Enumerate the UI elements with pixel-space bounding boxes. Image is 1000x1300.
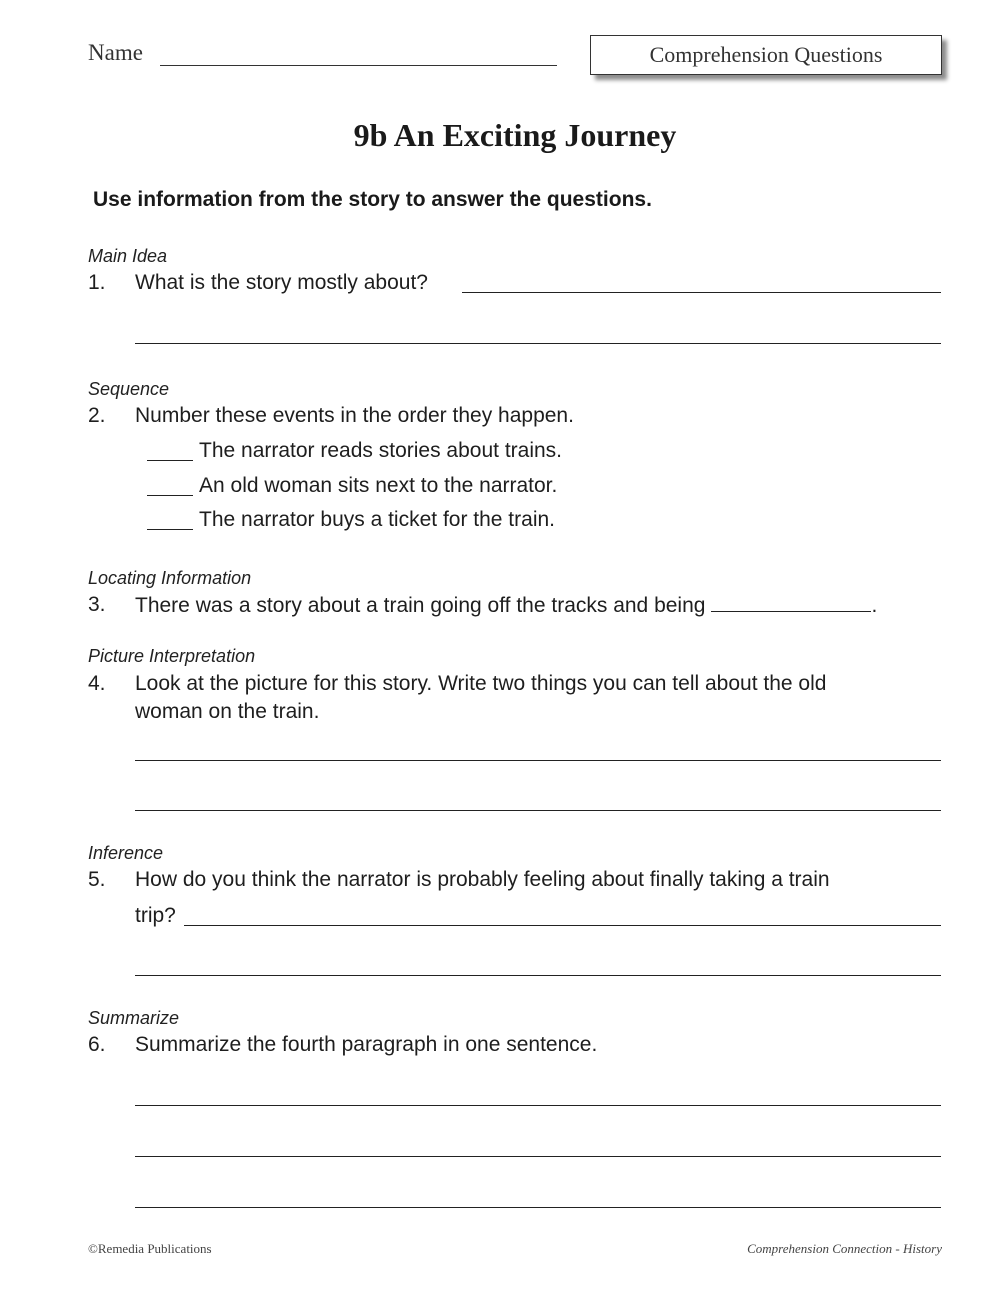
q3-number: 3. bbox=[88, 593, 106, 616]
footer-copyright: ©Remedia Publications bbox=[88, 1241, 212, 1256]
q2-event-1-blank[interactable] bbox=[147, 460, 193, 461]
page-title: 9b An Exciting Journey bbox=[353, 117, 677, 153]
q1-category-label: Main Idea bbox=[88, 246, 168, 266]
q4-category-label: Picture Interpretation bbox=[88, 646, 256, 666]
section-header-box bbox=[590, 35, 942, 75]
name-field-line[interactable] bbox=[160, 65, 557, 66]
q2-event-3-text: The narrator buys a ticket for the train. bbox=[199, 508, 555, 531]
q3-text-content: There was a story about a train going off the tracks and being bbox=[135, 594, 706, 617]
q2-event-2-text: An old woman sits next to the narrator. bbox=[199, 474, 558, 497]
q6-answer-line-2[interactable] bbox=[135, 1156, 941, 1157]
q5-category-label: Inference bbox=[88, 843, 164, 863]
q1-answer-line-1[interactable] bbox=[462, 292, 941, 293]
name-label: Name bbox=[88, 40, 143, 65]
q6-category-label: Summarize bbox=[88, 1008, 180, 1028]
q1-text: What is the story mostly about? bbox=[135, 271, 428, 294]
q3-text-end: . bbox=[871, 594, 878, 617]
q4-answer-line-1[interactable] bbox=[135, 760, 941, 761]
q1-answer-line-2[interactable] bbox=[135, 343, 941, 344]
instructions: Use information from the story to answer the questions. bbox=[93, 188, 652, 211]
q5-number: 5. bbox=[88, 868, 106, 891]
q4-text-line-1: Look at the picture for this story. Write two things you can tell about the old bbox=[135, 672, 827, 695]
q6-number: 6. bbox=[88, 1033, 106, 1056]
q2-number: 2. bbox=[88, 404, 106, 427]
section-label: Comprehension Questions bbox=[649, 42, 883, 67]
q5-answer-line-2[interactable] bbox=[135, 975, 941, 976]
q2-event-1-text: The narrator reads stories about trains. bbox=[199, 439, 563, 462]
q4-number: 4. bbox=[88, 672, 106, 695]
q2-text: Number these events in the order they happen. bbox=[135, 404, 574, 427]
q2-event-3-blank[interactable] bbox=[147, 529, 193, 530]
q3-category-label: Locating Information bbox=[88, 568, 252, 588]
q6-answer-line-3[interactable] bbox=[135, 1207, 941, 1208]
q1-number: 1. bbox=[88, 271, 106, 294]
q5-text-line-1: How do you think the narrator is probably feeling about finally taking a train bbox=[135, 868, 830, 891]
q3-answer-blank[interactable] bbox=[711, 593, 871, 612]
q5-text-line-2: trip? bbox=[135, 904, 176, 927]
q4-answer-line-2[interactable] bbox=[135, 810, 941, 811]
q2-category-label: Sequence bbox=[88, 379, 170, 399]
footer-series: Comprehension Connection - History bbox=[747, 1241, 942, 1256]
q4-text-line-2: woman on the train. bbox=[135, 700, 320, 723]
q5-answer-line-1[interactable] bbox=[184, 925, 941, 926]
q6-text: Summarize the fourth paragraph in one sentence. bbox=[135, 1033, 598, 1056]
q3-text bbox=[135, 593, 877, 618]
q6-answer-line-1[interactable] bbox=[135, 1105, 941, 1106]
q2-event-2-blank[interactable] bbox=[147, 495, 193, 496]
